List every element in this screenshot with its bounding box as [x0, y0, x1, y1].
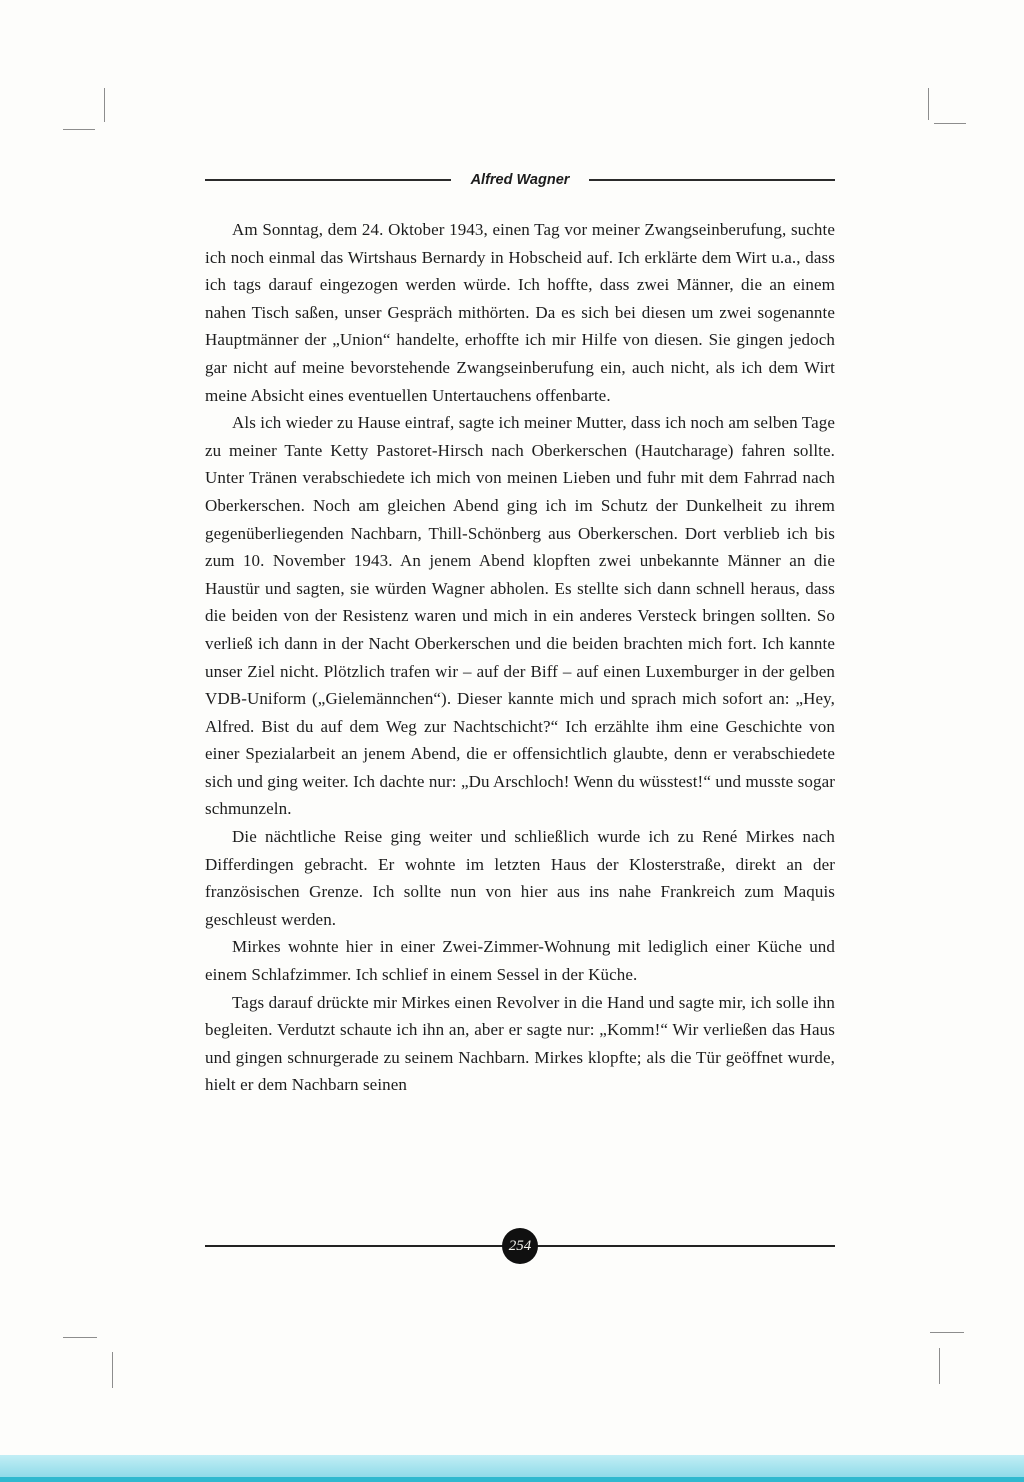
crop-mark-top-right-vertical	[928, 88, 929, 120]
crop-mark-top-left-vertical	[104, 88, 105, 122]
author-name: Alfred Wagner	[470, 172, 570, 188]
page-footer	[205, 1228, 835, 1264]
scan-color-strip-edge	[0, 1477, 1024, 1482]
paragraph: Mirkes wohnte hier in einer Zwei-Zimmer-Wohnung mit lediglich einer Küche und einem Schlafzimmer. Ich schlief in einem Sessel in der Küche.	[205, 937, 835, 985]
paragraph: Tags darauf drückte mir Mirkes einen Revolver in die Hand und sagte mir, ich solle ihn begleiten. Verdutzt schaute ich ihn an, aber er sagte nur: „Komm!“ Wir verließen das Haus und gingen schnurgerade zu seinem Nachbarn. Mirkes klopfte; als die Tür geöffnet wurde, hielt er dem Nachbarn seinen	[205, 992, 835, 1095]
crop-mark-top-right-horizontal	[934, 123, 966, 124]
scan-color-strip	[0, 1455, 1024, 1482]
paragraph: Als ich wieder zu Hause eintraf, sagte ich meiner Mutter, dass ich noch am selben Tage zu meiner Tante Ketty Pastoret-Hirsch nach Oberkerschen (Hautcharage) fahren sollte. Unter Tränen verabschiedete ich mich von meinen Lieben und fuhr mit dem Fahrrad nach Oberkerschen. Noch am gleichen Abend ging ich im Schutz der Dunkelheit zu ihrem gegenüberliegenden Nachbarn, Thill-Schönberg aus Oberkerschen. Dort verblieb ich bis zum 10. November 1943. An jenem Abend klopften zwei unbekannte Männer an die Haustür und sagten, sie würden Wagner abholen. Es stellte sich dann schnell heraus, dass die beiden von der Resistenz waren und mich in ein anderes Versteck bringen sollten. So verließ ich dann in der Nacht Oberkerschen und die beiden brachten mich fort. Ich kannte unser Ziel nicht. Plötzlich trafen wir – auf der Biff – auf einen Luxemburger in der gelben VDB-Uniform („Gielemännchen“). Dieser kannte mich und sprach mich sofort an: „Hey, Alfred. Bist du auf dem Weg zur Nachtschicht?“ Ich erzählte ihm eine Geschichte von einer Spezialarbeit an jenem Abend, die er offensichtlich glaubte, denn er verabschiedete sich und ging weiter. Ich dachte nur: „Du Arschloch! Wenn du wüsstest!“ und musste sogar schmunzeln.	[205, 413, 835, 819]
header-rule-right	[589, 179, 835, 181]
paragraph: Am Sonntag, dem 24. Oktober 1943, einen Tag vor meiner Zwangseinberufung, suchte ich noch einmal das Wirtshaus Bernardy in Hobscheid auf. Ich erklärte dem Wirt u.a., dass ich tags darauf eingezogen werden würde. Ich hoffte, dass zwei Männer, die an einem nahen Tisch saßen, unser Gespräch mithörten. Da es sich bei diesen um zwei sogenannte Hauptmänner der „Union“ handelte, erhoffte ich mir Hilfe von diesen. Sie gingen jedoch gar nicht auf meine bevorstehende Zwangseinberufung ein, auch nicht, als ich dem Wirt meine Absicht eines eventuellen Untertauchens offenbarte.	[205, 220, 835, 405]
crop-mark-top-left-horizontal	[63, 129, 95, 130]
crop-mark-bottom-right-vertical	[939, 1348, 940, 1384]
header-rule-left	[205, 179, 451, 181]
running-head	[205, 172, 835, 188]
body-text	[205, 216, 835, 1099]
crop-mark-bottom-right-horizontal	[930, 1332, 964, 1333]
page-number-badge	[502, 1228, 538, 1264]
paragraph: Die nächtliche Reise ging weiter und schließlich wurde ich zu René Mirkes nach Differdingen gebracht. Er wohnte im letzten Haus der Klosterstraße, direkt an der französischen Grenze. Ich sollte nun von hier aus ins nahe Frankreich zum Maquis geschleust werden.	[205, 827, 835, 929]
crop-mark-bottom-left-horizontal	[63, 1337, 97, 1338]
crop-mark-bottom-left-vertical	[112, 1352, 113, 1388]
page-number: 254	[508, 1237, 532, 1254]
